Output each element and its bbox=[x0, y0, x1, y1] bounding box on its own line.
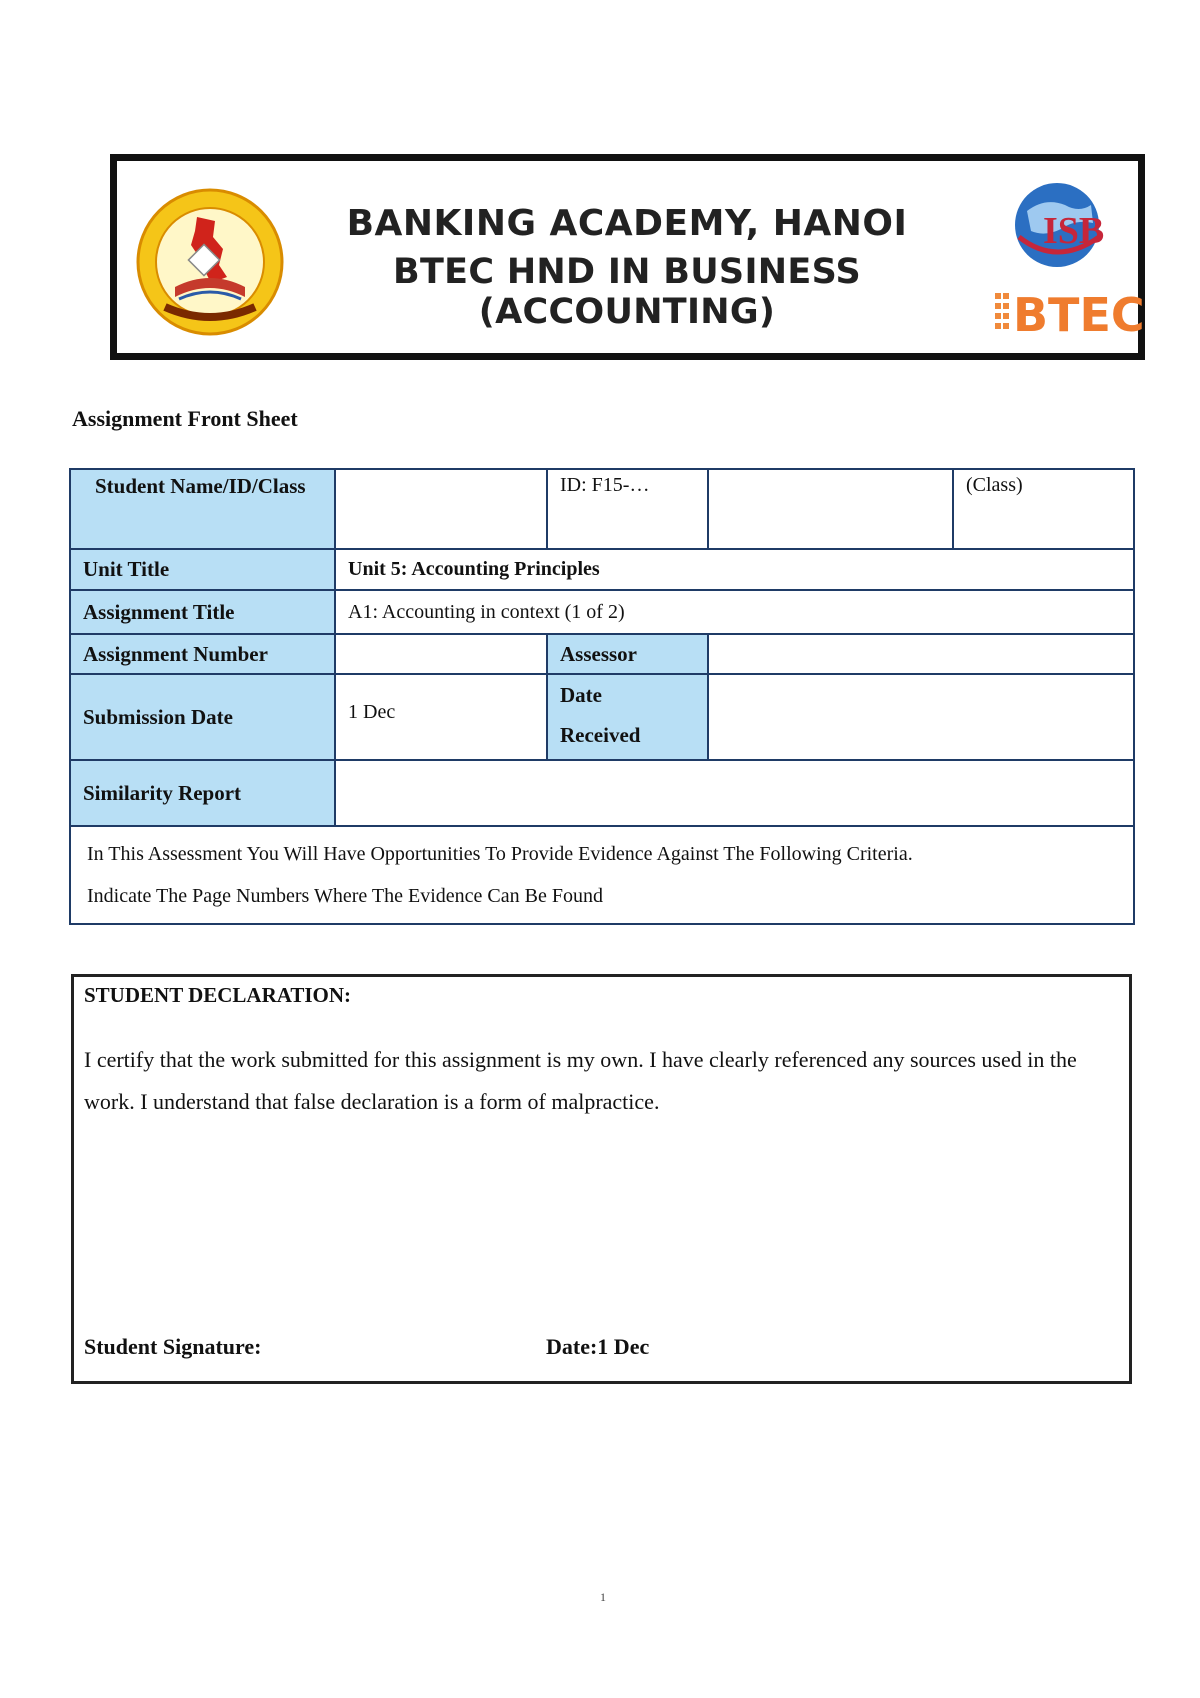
date-received-label-line2: Received bbox=[560, 723, 641, 747]
isb-globe-logo bbox=[1005, 175, 1115, 275]
submission-date-label: Submission Date bbox=[70, 674, 335, 760]
submission-date-field[interactable]: 1 Dec bbox=[335, 674, 547, 760]
student-declaration-box bbox=[71, 974, 1132, 1384]
date-received-field[interactable] bbox=[708, 674, 1134, 760]
sheet-title: Assignment Front Sheet bbox=[72, 406, 298, 431]
declaration-heading: STUDENT DECLARATION: bbox=[84, 983, 352, 1007]
date-received-label bbox=[547, 674, 708, 760]
criteria-note bbox=[70, 826, 1134, 924]
header-line-2: BTEC HND IN BUSINESS (ACCOUNTING) bbox=[392, 252, 862, 332]
student-class-field[interactable]: (Class) bbox=[953, 469, 1134, 549]
svg-text:ISB: ISB bbox=[1043, 210, 1105, 252]
svg-text:BTEC: BTEC bbox=[1013, 288, 1145, 342]
student-name-field[interactable] bbox=[335, 469, 547, 549]
assessor-label: Assessor bbox=[547, 634, 708, 674]
student-id-field[interactable]: ID: F15-… bbox=[547, 469, 708, 549]
student-signature-label: Student Signature: bbox=[84, 1334, 262, 1359]
criteria-line-2: Indicate The Page Numbers Where The Evidence Can Be Found bbox=[87, 885, 603, 907]
student-extra-field[interactable] bbox=[708, 469, 953, 549]
assignment-number-field[interactable] bbox=[335, 634, 547, 674]
assignment-number-label: Assignment Number bbox=[70, 634, 335, 674]
assignment-front-table bbox=[69, 468, 1135, 925]
page-number: 1 bbox=[600, 1590, 606, 1604]
assignment-title-label: Assignment Title bbox=[70, 590, 335, 634]
btec-logo bbox=[991, 281, 1145, 342]
declaration-date-label: Date:1 Dec bbox=[546, 1334, 650, 1359]
header-banner bbox=[110, 154, 1145, 360]
similarity-report-field[interactable] bbox=[335, 760, 1134, 826]
student-label: Student Name/ID/Class bbox=[70, 469, 335, 549]
declaration-text: I certify that the work submitted for this assignment is my own. I have clearly referenced any sources used in the work. I understand that false declaration is a form of malpractice. bbox=[84, 1047, 1077, 1114]
header-line-1: BANKING ACADEMY, HANOI bbox=[346, 203, 908, 244]
unit-title-field[interactable]: Unit 5: Accounting Principles bbox=[335, 549, 1134, 590]
assignment-title-field[interactable]: A1: Accounting in context (1 of 2) bbox=[335, 590, 1134, 634]
assessor-field[interactable] bbox=[708, 634, 1134, 674]
unit-title-label: Unit Title bbox=[70, 549, 335, 590]
similarity-report-label: Similarity Report bbox=[70, 760, 335, 826]
banking-academy-seal-logo bbox=[135, 187, 285, 337]
date-received-label-line1: Date bbox=[560, 683, 602, 707]
criteria-line-1: In This Assessment You Will Have Opportunities To Provide Evidence Against The Following Criteria. bbox=[87, 843, 913, 865]
